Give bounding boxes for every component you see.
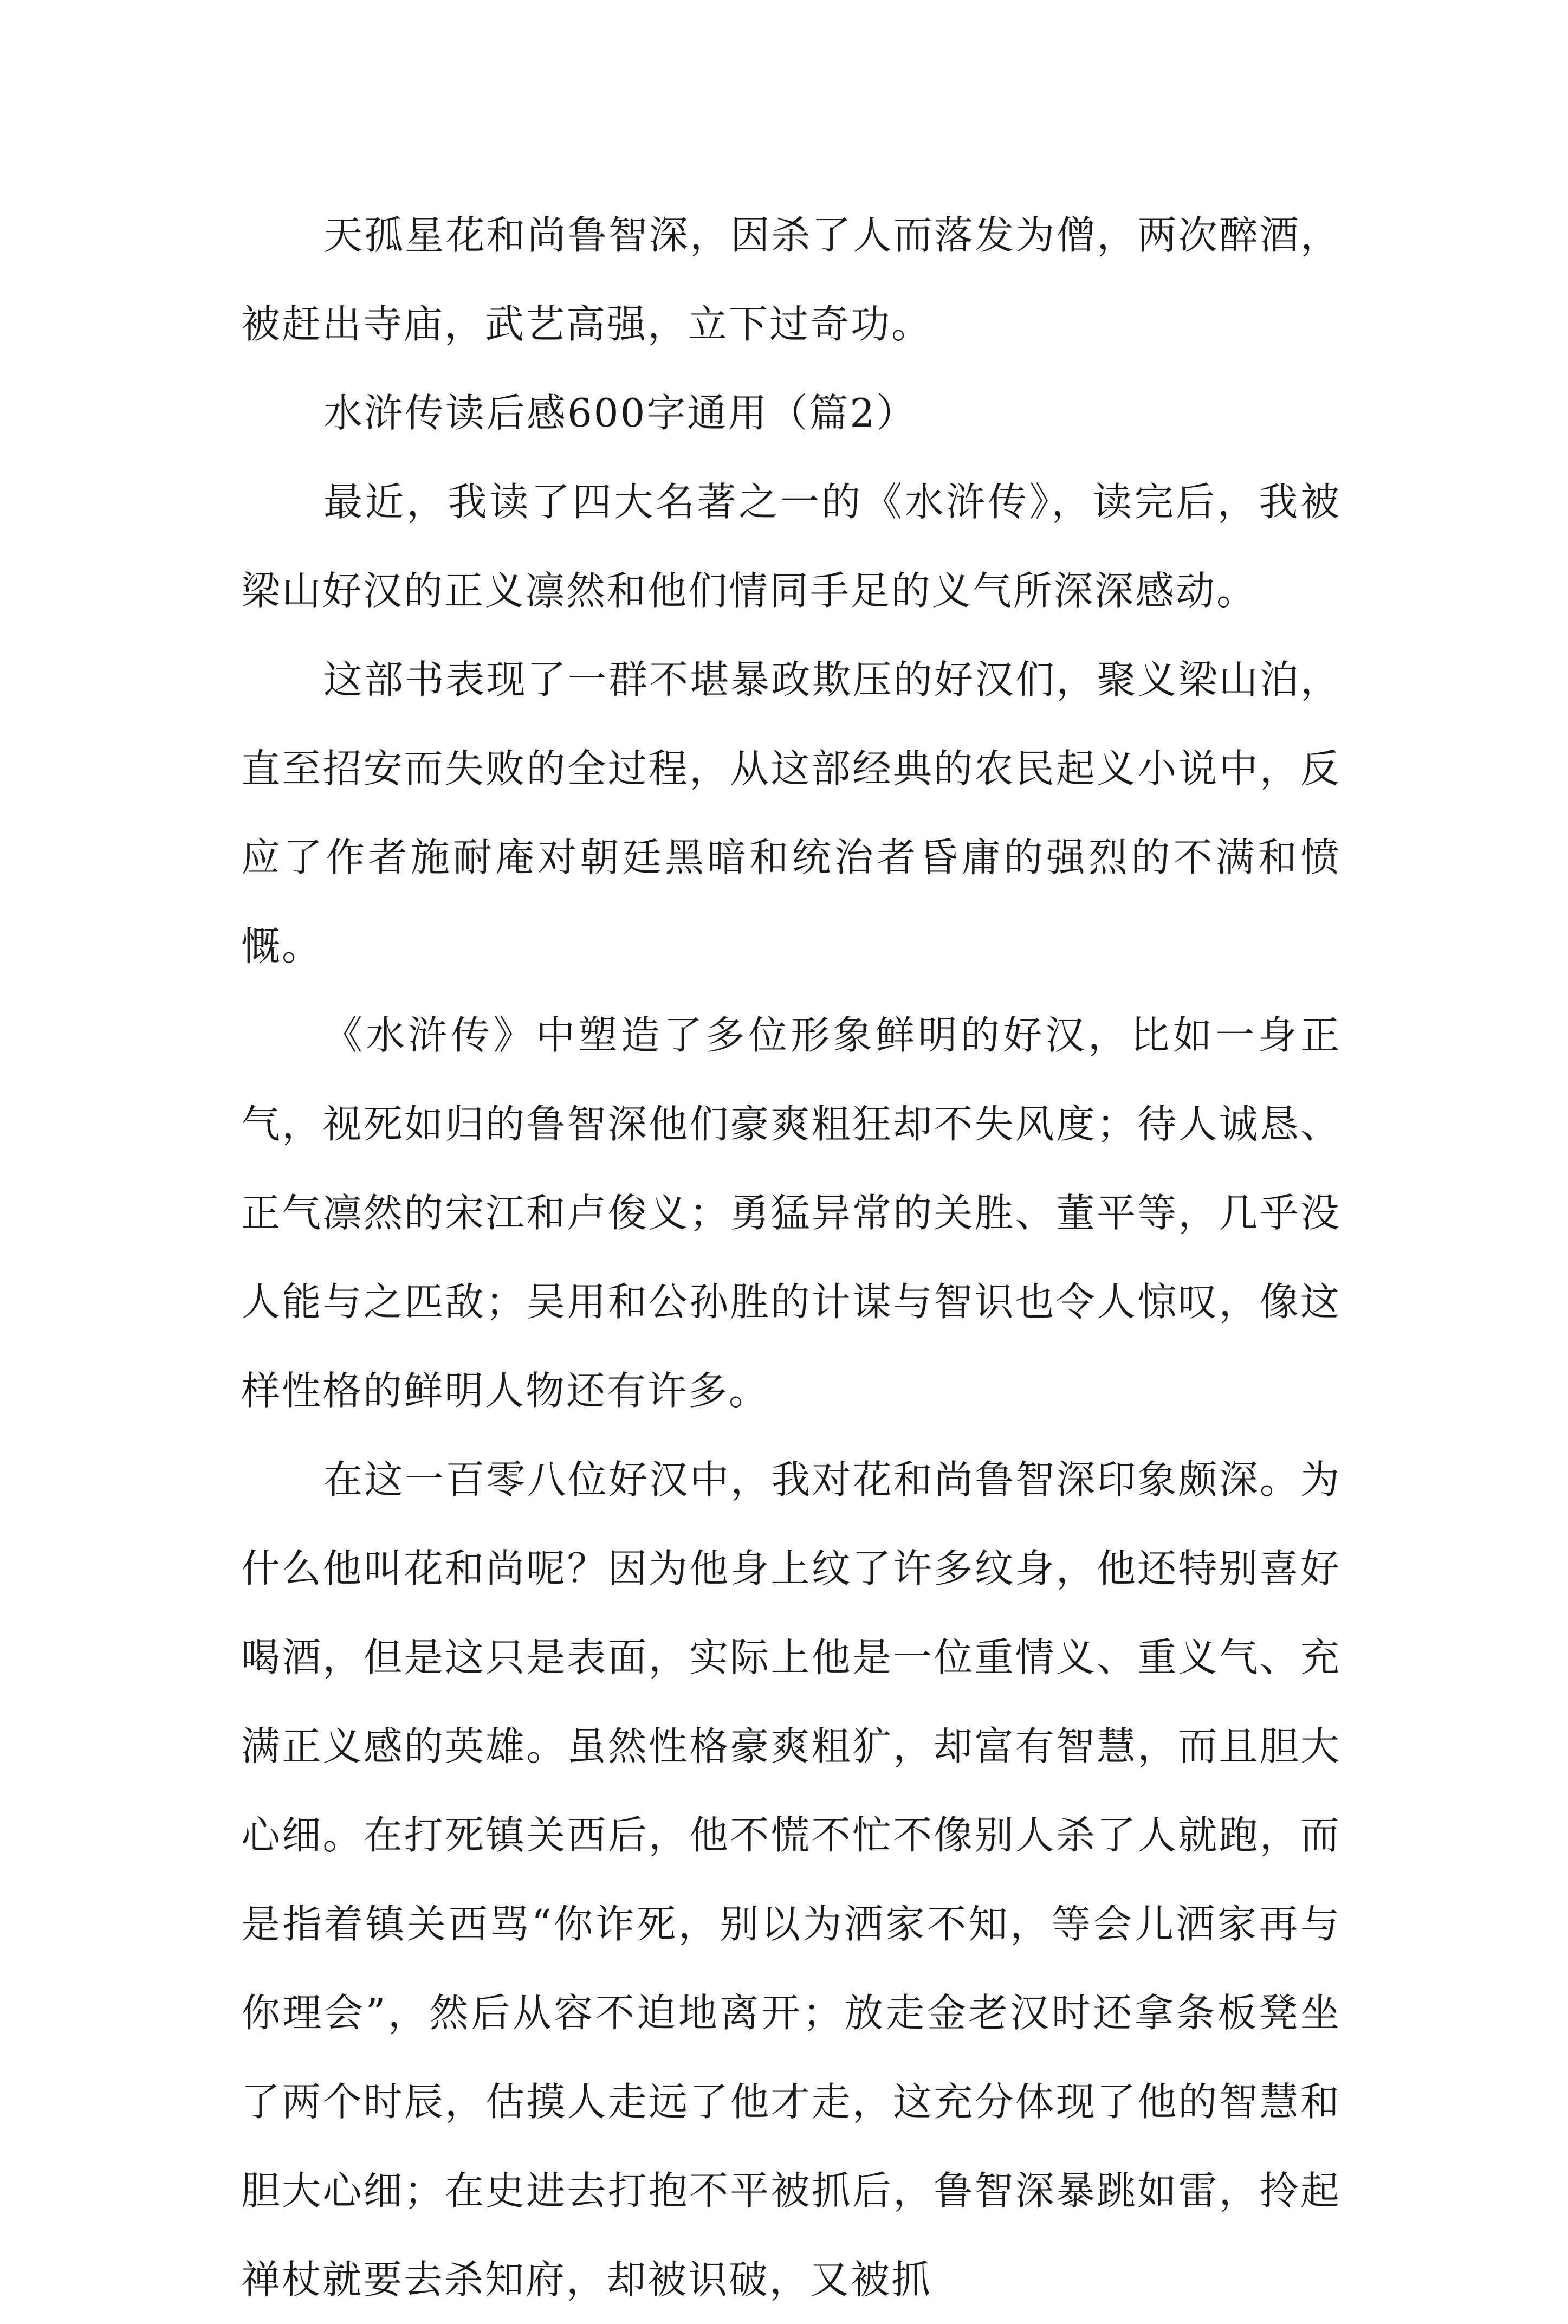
- paragraph-book-summary: 这部书表现了一群不堪暴政欺压的好汉们，聚义梁山泊，直至招安而失败的全过程，从这部经典的农民起义小说中，反应了作者施耐庵对朝廷黑暗和统治者昏庸的强烈的不满和愤慨。: [241, 657, 1341, 969]
- document-body: [241, 191, 1341, 2324]
- paragraph-reading: 最近，我读了四大名著之一的《水浒传》，读完后，我被梁山好汉的正义凛然和他们情同手足的义气所深深感动。: [241, 479, 1341, 614]
- paragraph-intro: 天孤星花和尚鲁智深，因杀了人而落发为僧，两次醉酒，被赶出寺庙，武艺高强，立下过奇功。: [241, 212, 1341, 347]
- section-heading: 水浒传读后感600字通用（篇2）: [323, 390, 917, 436]
- paragraph-characters: 《水浒传》中塑造了多位形象鲜明的好汉，比如一身正气，视死如归的鲁智深他们豪爽粗狂却不失风度；待人诚恳、正气凛然的宋江和卢俊义；勇猛异常的关胜、董平等，几乎没人能与之匹敌；吴用和公孙胜的计谋与智识也令人惊叹，像这样性格的鲜明人物还有许多。: [241, 1012, 1341, 1413]
- paragraph-lu-zhishen: 在这一百零八位好汉中，我对花和尚鲁智深印象颇深。为什么他叫花和尚呢？因为他身上纹了许多纹身，他还特别喜好喝酒，但是这只是表面，实际上他是一位重情义、重义气、充满正义感的英雄。虽然性格豪爽粗犷，却富有智慧，而且胆大心细。在打死镇关西后，他不慌不忙不像别人杀了人就跑，而是指着镇关西骂“你诈死，别以为洒家不知，等会儿洒家再与你理会”，然后从容不迫地离开；放走金老汉时还拿条板凳坐了两个时辰，估摸人走远了他才走，这充分体现了他的智慧和胆大心细；在史进去打抱不平被抓后，鲁智深暴跳如雷，拎起禅杖就要去杀知府，却被识破，又被抓: [241, 1457, 1341, 2302]
